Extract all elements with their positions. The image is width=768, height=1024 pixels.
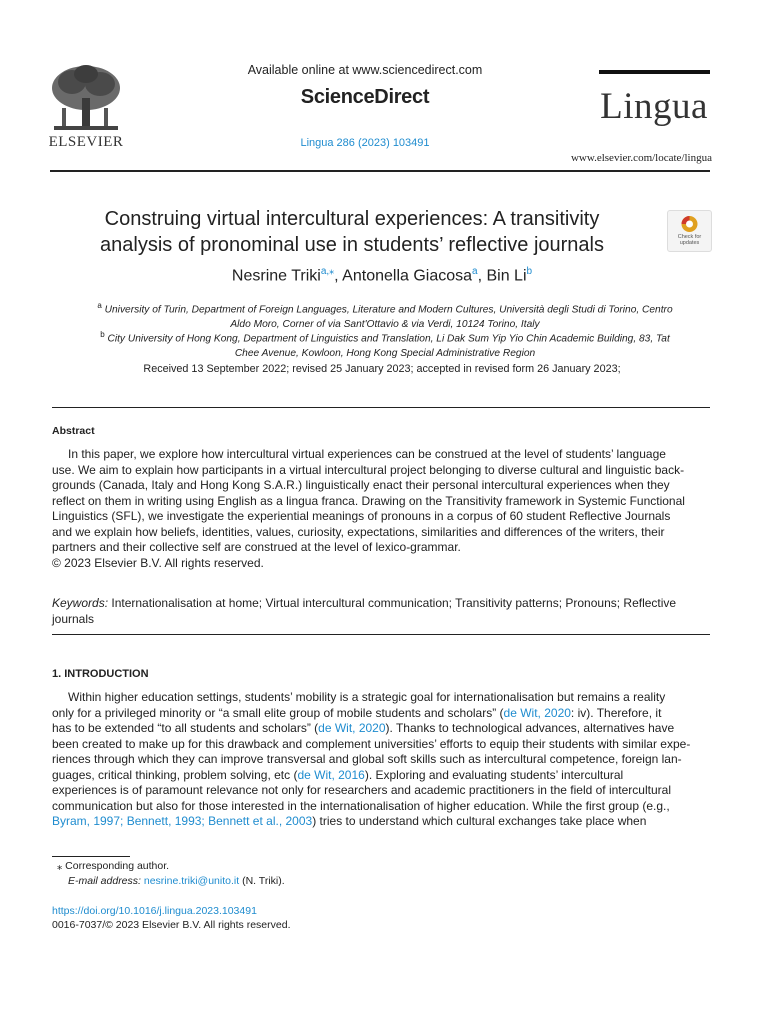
title-line-2: analysis of pronominal use in students’ reflective journals	[100, 234, 604, 256]
section-heading: 1. INTRODUCTION	[52, 668, 149, 680]
keywords	[52, 596, 710, 627]
abstract-heading: Abstract	[52, 425, 95, 437]
intro-line: only for a privileged minority or “a small elite group of mobile students and scholars” (	[52, 705, 504, 720]
sciencedirect-logo: ScienceDirect	[300, 86, 430, 108]
affiliation-line: Aldo Moro, Corner of via Sant'Ottavio & via Verdi, 10124 Torino, Italy	[230, 319, 540, 331]
email-label: E-mail address:	[68, 875, 141, 887]
title-line-1: Construing virtual intercultural experiences: A transitivity	[104, 208, 600, 230]
abstract-line: In this paper, we explore how intercultural virtual experiences can be construed at the level of students’ language	[68, 447, 666, 461]
abstract-copyright: © 2023 Elsevier B.V. All rights reserved.	[52, 555, 264, 570]
footnote-email	[68, 875, 285, 887]
citation-link[interactable]: de Wit, 2016	[297, 767, 365, 782]
intro-line: ). Exploring and evaluating students’ intercultural	[364, 767, 624, 782]
footnote-text: Corresponding author.	[65, 860, 170, 872]
affiliation-line: Chee Avenue, Kowloon, Hong Kong Special Administrative Region	[234, 348, 536, 360]
citation-link[interactable]: Byram, 1997; Bennett, 1993; Bennett et al., 2003	[52, 814, 313, 828]
keywords-label: Keywords:	[52, 596, 109, 610]
header-rule	[50, 170, 710, 172]
author-affiliation-mark[interactable]: b	[526, 266, 533, 277]
footnote-rule	[52, 856, 130, 857]
intro-line: ) tries to understand which cultural exchanges take place when	[312, 814, 647, 828]
email-link[interactable]: nesrine.triki@unito.it	[143, 875, 240, 887]
abstract-line: Linguistics (SFL), we investigate the experiential meanings of pronouns in a corpus of 60 student Reflective Journals	[52, 509, 671, 523]
intro-line: communication but also for those interested in the internationalisation of higher education. While the first group (e.g.,	[52, 798, 670, 813]
journal-url[interactable]: www.elsevier.com/locate/lingua	[570, 152, 712, 164]
received-dates: Received 13 September 2022; revised 25 January 2023; accepted in revised form 26 January 2023;	[143, 363, 621, 375]
author-list	[52, 266, 712, 285]
affiliation-b	[60, 327, 710, 361]
affiliation-line: University of Turin, Department of Foreign Languages, Literature and Modern Cultures, Università degli Studi di Torino, Centro	[104, 304, 673, 316]
author-name: Bin Li	[486, 267, 527, 285]
author-separator: ,	[334, 267, 343, 285]
author-name: Nesrine Triki	[231, 267, 321, 285]
intro-line: guages, critical thinking, problem solving, etc (	[52, 767, 298, 782]
citation-link[interactable]: de Wit, 2020	[503, 705, 571, 720]
check-for-updates-button[interactable]	[667, 210, 712, 252]
abstract-line: reflect on them in writing using English as a lingua franca. Drawing on the Transitivity framework in Systemic Functional	[52, 493, 685, 508]
keywords-text: Internationalisation at home; Virtual intercultural communication; Transitivity patterns; Pronouns; Reflective	[111, 596, 677, 610]
publisher-name: ELSEVIER	[48, 134, 124, 150]
abstract-line: use. We aim to explain how participants in a virtual intercultural project belonging to diverse cultural and linguistic back-	[52, 462, 685, 477]
keywords-bottom-rule	[52, 634, 710, 635]
introduction-body	[52, 690, 710, 830]
footnote-corresponding	[57, 860, 169, 872]
journal-reference-link[interactable]: Lingua 286 (2023) 103491	[300, 137, 430, 149]
abstract-top-rule	[52, 407, 710, 408]
intro-line: experiences is of paramount relevance not only for researchers and academic practitioners in the field of intercultural	[52, 783, 671, 797]
check-updates-label: Check for updates	[677, 234, 702, 246]
keywords-text-continued: journals	[52, 611, 95, 626]
intro-line: : iv). Therefore, it	[570, 705, 662, 720]
available-online-text: Available online at www.sciencedirect.com	[247, 63, 483, 77]
abstract-line: partners and their collective self are construed at the level of lexico-grammar.	[52, 540, 461, 554]
doi-link[interactable]: https://doi.org/10.1016/j.lingua.2023.103491	[52, 905, 257, 917]
journal-logo: Lingua	[600, 86, 708, 127]
author-separator: ,	[477, 267, 487, 285]
intro-line: been created to make up for this drawback and complement universities’ efforts to equip their students with similar expe-	[52, 736, 691, 751]
affiliation-mark: b	[100, 330, 105, 339]
intro-line: has to be extended “to all students and scholars” (	[52, 721, 319, 735]
affiliation-mark: a	[97, 301, 102, 310]
citation-link[interactable]: de Wit, 2020	[318, 721, 386, 735]
article-title	[52, 206, 652, 258]
intro-line: ). Thanks to technological advances, alternatives have	[385, 721, 675, 735]
author-affiliation-mark[interactable]: a,⁎	[320, 266, 335, 277]
issn-copyright: 0016-7037/© 2023 Elsevier B.V. All rights reserved.	[52, 919, 291, 931]
journal-logo-bar	[599, 70, 710, 74]
abstract-line: grounds (Canada, Italy and Hong Kong S.A.R.) linguistically enact their personal intercultural experiences when they	[52, 478, 670, 492]
intro-line: Within higher education settings, students’ mobility is a strategic goal for internationalisation but remains a reality	[68, 690, 666, 704]
abstract-body	[52, 447, 710, 571]
affiliation-line: City University of Hong Kong, Department of Linguistics and Translation, Li Dak Sum Yip Yio Chin Academic Building, 83, Tat	[107, 333, 670, 345]
author-affiliation-mark[interactable]: a	[472, 266, 478, 277]
intro-line: riences through which they can improve transversal and global soft skills such as intercultural competence, foreign lan-	[52, 752, 682, 766]
abstract-line: and we explain how beliefs, identities, values, curiosity, expectations, similarities and differences of the writers, their	[52, 524, 665, 539]
footnote-mark: ⁎	[57, 860, 63, 872]
email-owner: (N. Triki).	[242, 875, 285, 887]
author-name: Antonella Giacosa	[342, 267, 473, 285]
elsevier-tree-logo-icon	[44, 62, 128, 134]
